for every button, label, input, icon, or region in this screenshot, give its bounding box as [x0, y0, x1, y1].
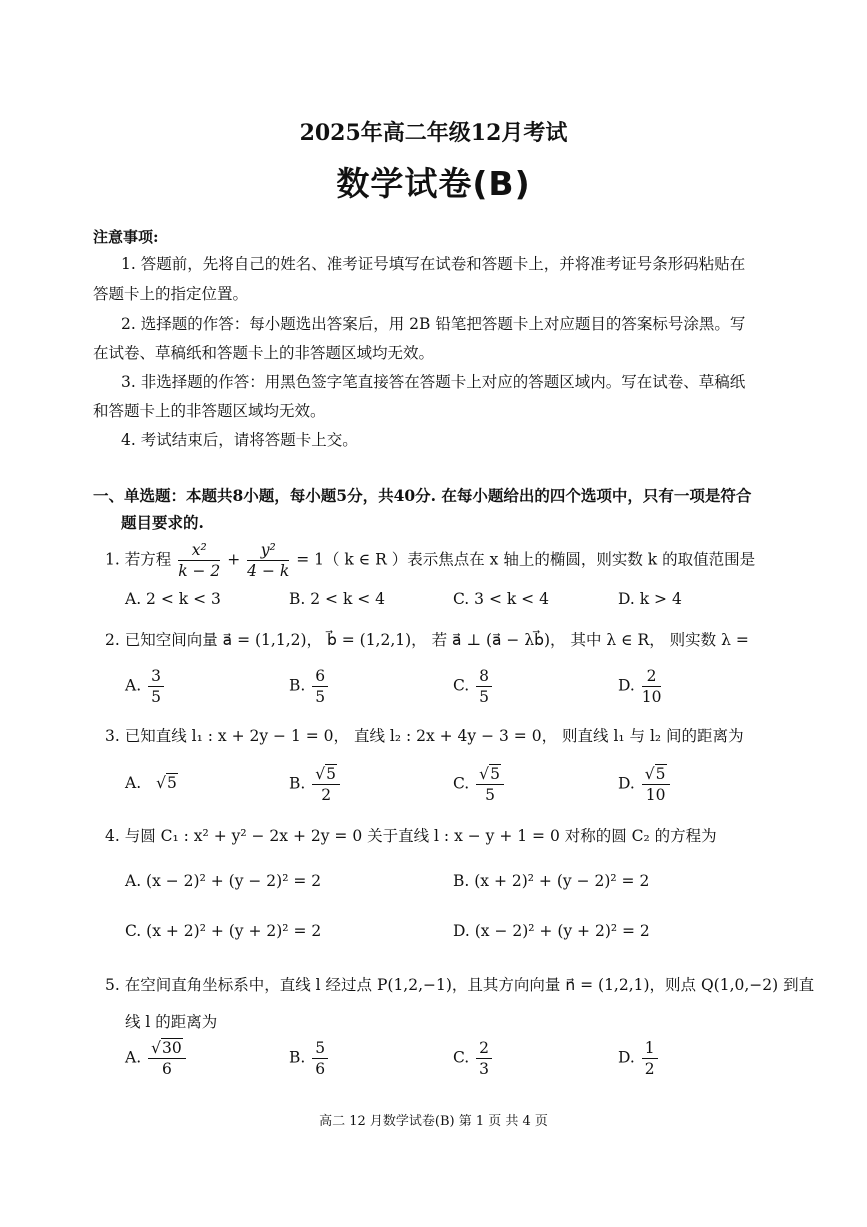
- option-label: A.: [125, 676, 142, 695]
- question-4: [105, 824, 717, 846]
- fraction: [312, 666, 328, 707]
- option-a: A. √5: [125, 774, 177, 792]
- plus-sign: +: [227, 550, 241, 569]
- option-label: C.: [453, 1048, 470, 1067]
- denominator: 4 − k: [247, 562, 290, 580]
- question-number: 1.: [105, 550, 120, 569]
- fraction: [476, 1038, 492, 1079]
- option-a: [125, 1038, 188, 1079]
- note-4-line1: 4. 考试结束后，请将答题卡上交。: [121, 431, 358, 449]
- radicand: 5: [326, 765, 337, 783]
- question-text: 若方程: [124, 550, 172, 569]
- option-d: D. k > 4: [618, 590, 682, 608]
- numerator: √30: [148, 1038, 186, 1059]
- option-label: C.: [453, 676, 470, 695]
- option-label: B.: [289, 774, 306, 793]
- denominator: 2: [321, 786, 332, 804]
- denominator: k − 2: [178, 562, 221, 580]
- option-c: C. (x + 2)² + (y + 2)² = 2: [125, 922, 322, 940]
- section-heading-line1: 一、单选题：本题共8小题，每小题5分，共40分. 在每小题给出的四个选项中，只有一项是符合: [93, 486, 752, 505]
- note-3-line2: 和答题卡上的非答题区域均无效。: [93, 402, 326, 420]
- option-label: C.: [453, 774, 470, 793]
- question-5: [105, 973, 814, 995]
- numerator: √5: [476, 764, 504, 785]
- option-b: B. 2 < k < 4: [289, 590, 386, 608]
- radicand: 5: [490, 765, 500, 783]
- radicand: 5: [655, 765, 666, 783]
- option-b: [289, 1038, 330, 1079]
- numerator: 1: [642, 1038, 658, 1059]
- fraction: [642, 1038, 658, 1079]
- note-1-line1: 1. 答题前，先将自己的姓名、准考证号填写在试卷和答题卡上，并将准考证号条形码粘贴在: [121, 255, 746, 273]
- option-label: A.: [125, 1048, 142, 1067]
- denominator: 10: [645, 786, 666, 804]
- option-b: [289, 666, 330, 707]
- denominator: 5: [479, 688, 490, 706]
- option-a: [125, 666, 166, 707]
- fraction: [312, 764, 340, 805]
- question-number: 5.: [105, 976, 120, 994]
- question-text: 在空间直角坐标系中，直线 l 经过点 P(1,2,−1)，且其方向向量 n⃗ = (1,2,1)，则点 Q(1,0,−2) 到直: [124, 976, 815, 994]
- numerator: 3: [148, 666, 164, 687]
- denominator: 10: [641, 688, 662, 706]
- option-d: D. (x − 2)² + (y + 2)² = 2: [453, 922, 650, 940]
- denominator: 5: [485, 786, 495, 804]
- option-a: A. 2 < k < 3: [125, 590, 221, 608]
- radicand: 30: [161, 1039, 182, 1057]
- question-number: 2.: [105, 631, 120, 649]
- note-3-line1: 3. 非选择题的作答：用黑色签字笔直接答在答题卡上对应的答题区域内。写在试卷、草稿纸: [121, 373, 746, 391]
- numerator: y²: [247, 540, 289, 561]
- option-label: A.: [125, 774, 142, 792]
- option-d: [618, 1038, 660, 1079]
- question-number: 3.: [105, 727, 120, 745]
- question-2: [105, 628, 749, 650]
- option-c: [453, 1038, 494, 1079]
- exam-line: 2025年高二年级12月考试: [299, 120, 568, 146]
- denominator: 6: [161, 1060, 172, 1078]
- fraction: [178, 540, 220, 581]
- note-2-line1: 2. 选择题的作答：每小题选出答案后，用 2B 铅笔把答题卡上对应题目的答案标号涂黑。写: [121, 315, 746, 333]
- question-3: [105, 724, 744, 746]
- note-1-line2: 答题卡上的指定位置。: [93, 285, 249, 303]
- fraction: [148, 666, 164, 707]
- option-c: [453, 764, 506, 805]
- page-footer: 高二 12 月数学试卷(B) 第 1 页 共 4 页: [319, 1114, 548, 1129]
- question-number: 4.: [105, 827, 120, 845]
- option-a: A. (x − 2)² + (y − 2)² = 2: [125, 872, 322, 890]
- fraction: [476, 764, 504, 805]
- option-label: D.: [618, 774, 635, 793]
- question-text: 已知直线 l₁ : x + 2y − 1 = 0， 直线 l₂ : 2x + 4y − 3 = 0， 则直线 l₁ 与 l₂ 间的距离为: [124, 727, 744, 745]
- numerator: 8: [476, 666, 492, 687]
- notes-title: 注意事项:: [93, 228, 159, 246]
- fraction: [312, 1038, 328, 1079]
- numerator: x²: [178, 540, 220, 561]
- note-2-line2: 在试卷、草稿纸和答题卡上的非答题区域均无效。: [93, 344, 435, 362]
- fraction: [642, 764, 670, 805]
- numerator: 5: [312, 1038, 328, 1059]
- fraction: [148, 1038, 186, 1079]
- question-text: 与圆 C₁ : x² + y² − 2x + 2y = 0 关于直线 l : x − y + 1 = 0 对称的圆 C₂ 的方程为: [124, 827, 717, 845]
- numerator: √5: [312, 764, 340, 785]
- option-c: [453, 666, 494, 707]
- question-5-line2: 线 l 的距离为: [125, 1013, 218, 1031]
- fraction: [247, 540, 289, 581]
- option-label: B.: [289, 1048, 306, 1067]
- option-c: C. 3 < k < 4: [453, 590, 549, 608]
- question-text: 已知空间向量 a⃗ = (1,1,2)， b⃗ = (1,2,1)， 若 a⃗ ⊥ (a⃗ − λb⃗)， 其中 λ ∈ R， 则实数 λ =: [124, 631, 749, 649]
- numerator: 6: [312, 666, 328, 687]
- option-label: B.: [289, 676, 306, 695]
- question-text: = 1（ k ∈ R ）表示焦点在 x 轴上的椭圆，则实数 k 的取值范围是: [296, 550, 756, 569]
- option-label: D.: [618, 1048, 635, 1067]
- denominator: 5: [315, 688, 326, 706]
- denominator: 5: [151, 688, 161, 706]
- option-d: [618, 764, 672, 805]
- option-b: [289, 764, 342, 805]
- denominator: 6: [315, 1060, 326, 1078]
- option-label: D.: [618, 676, 635, 695]
- fraction: [476, 666, 492, 707]
- paper-title: 数学试卷(B): [336, 164, 531, 203]
- option-b: B. (x + 2)² + (y − 2)² = 2: [453, 872, 650, 890]
- numerator: 2: [642, 666, 662, 687]
- question-1: [105, 540, 755, 581]
- option-d: [618, 666, 663, 707]
- numerator: 2: [476, 1038, 492, 1059]
- denominator: 3: [479, 1060, 490, 1078]
- fraction: [642, 666, 662, 707]
- section-heading-line2: 题目要求的.: [121, 513, 204, 532]
- denominator: 2: [644, 1060, 655, 1078]
- numerator: √5: [642, 764, 670, 785]
- radicand: 5: [166, 774, 177, 792]
